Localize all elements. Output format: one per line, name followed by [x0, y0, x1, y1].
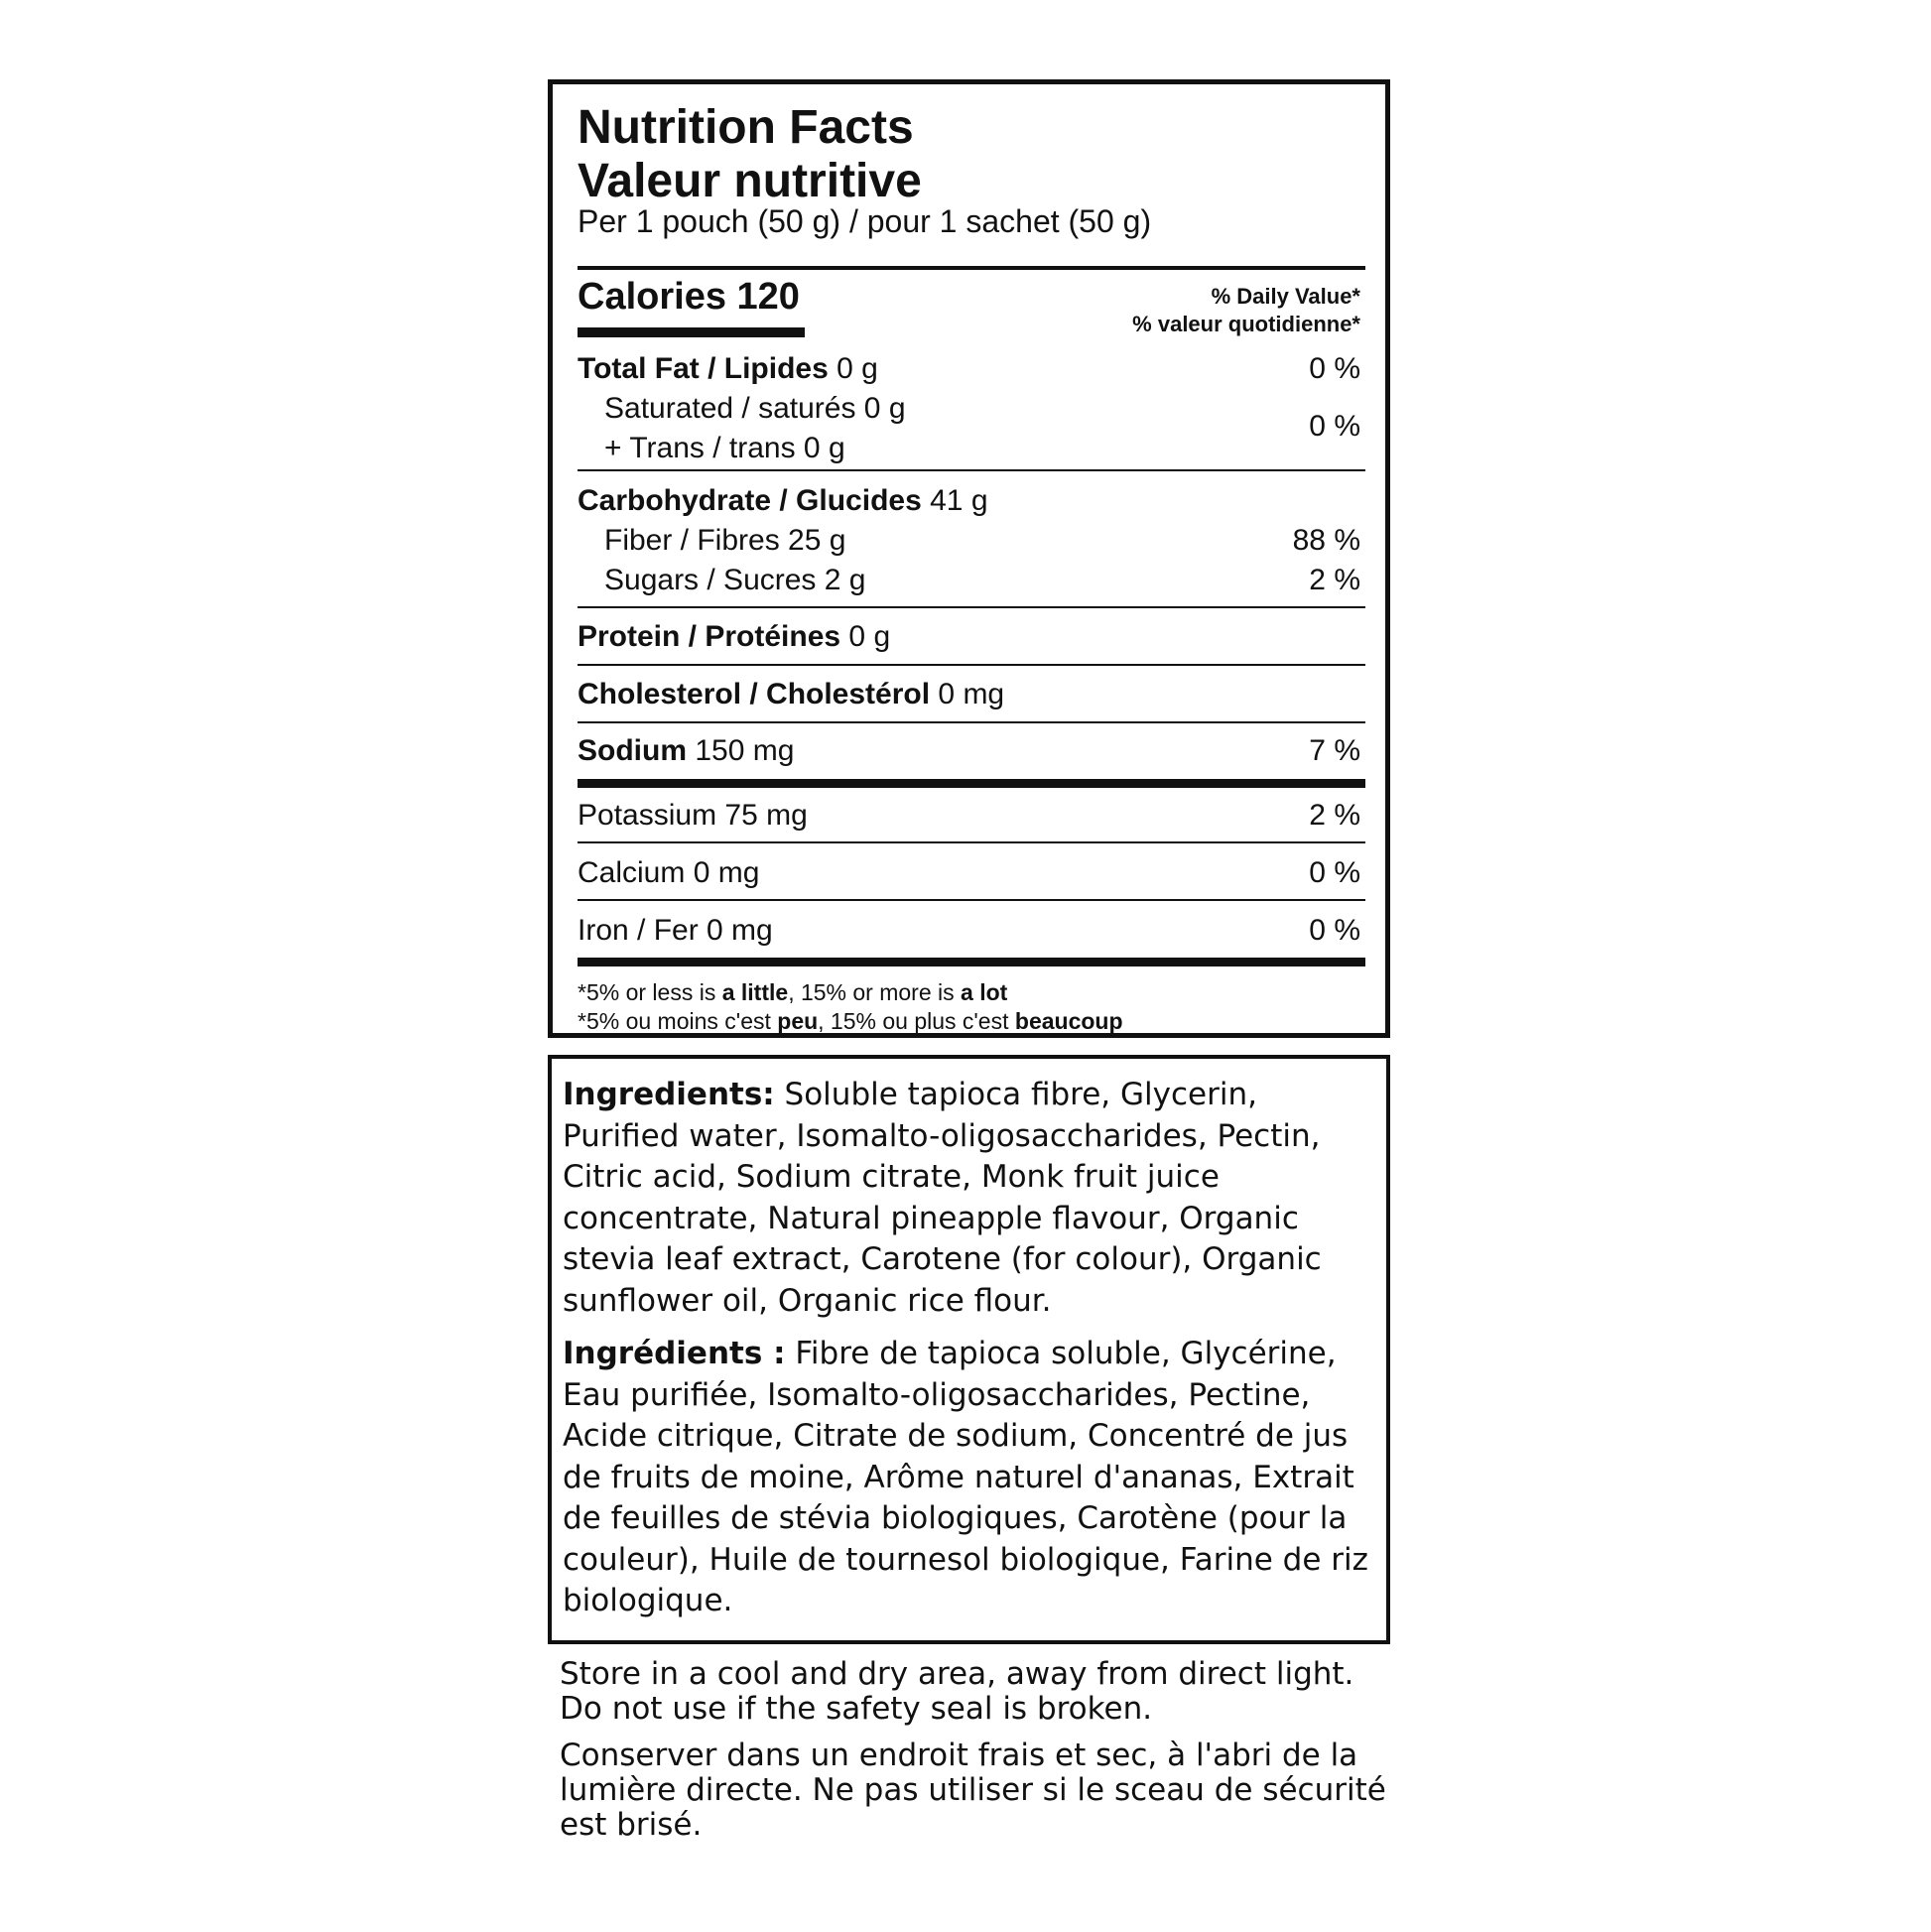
rule	[578, 721, 1365, 723]
dv-header-en: % Daily Value*	[1211, 284, 1360, 309]
rule-thick	[578, 779, 1365, 788]
ingredients-panel	[548, 1055, 1390, 1644]
ingredients-en	[563, 1075, 1380, 1322]
row-carbohydrate: Carbohydrate / Glucides 41 g	[578, 484, 988, 517]
row-protein: Protein / Protéines 0 g	[578, 620, 891, 653]
ingredients-fr	[563, 1334, 1380, 1622]
rule-top	[578, 266, 1365, 270]
footnote-fr: *5% ou moins c'est peu, 15% ou plus c'est beaucoup	[578, 1008, 1123, 1034]
rule	[578, 469, 1365, 471]
rule	[578, 606, 1365, 608]
ingredients-fr-text: Fibre de tapioca soluble, Glycérine, Eau purifiée, Isomalto-oligosaccharides, Pectine, Acide citrique, Citrate de sodium, Concentré de jus de fruits de moine, Arôme naturel d'ananas, Extrait de feuilles de stévia biologiques, Carotène (pour la couleur), Huile de tournesol biologique, Farine de riz biologique.	[563, 1336, 1368, 1618]
row-iron: Iron / Fer 0 mg	[578, 914, 773, 947]
row-total-fat: Total Fat / Lipides 0 g	[578, 352, 878, 385]
footnote-en: *5% or less is a little, 15% or more is a lot	[578, 979, 1008, 1005]
dv-sodium: 7 %	[1309, 734, 1360, 767]
nutrition-facts-panel	[548, 79, 1390, 1038]
row-trans: + Trans / trans 0 g	[604, 432, 845, 464]
dv-saturated-trans: 0 %	[1309, 410, 1360, 443]
row-fiber: Fiber / Fibres 25 g	[604, 524, 846, 557]
dv-iron: 0 %	[1309, 914, 1360, 947]
dv-sugars: 2 %	[1309, 564, 1360, 596]
calories: Calories 120	[578, 276, 800, 318]
dv-fiber: 88 %	[1292, 524, 1360, 557]
ingredients-fr-label: Ingrédients :	[563, 1336, 786, 1371]
row-calcium: Calcium 0 mg	[578, 856, 760, 889]
row-sodium: Sodium 150 mg	[578, 734, 795, 767]
dv-calcium: 0 %	[1309, 856, 1360, 889]
row-saturated: Saturated / saturés 0 g	[604, 392, 906, 425]
dv-header-fr: % valeur quotidienne*	[1132, 312, 1360, 336]
row-potassium: Potassium 75 mg	[578, 799, 808, 832]
row-sugars: Sugars / Sucres 2 g	[604, 564, 866, 596]
ingredients-en-text: Soluble tapioca fibre, Glycerin, Purified water, Isomalto-oligosaccharides, Pectin, Citric acid, Sodium citrate, Monk fruit juice concentrate, Natural pineapple flavour, Organic stevia leaf extract, Carotene (for colour), Organic sunflower oil, Organic rice flour.	[563, 1077, 1322, 1319]
storage-fr: Conserver dans un endroit frais et sec, à l'abri de la lumière directe. Ne pas utiliser si le sceau de sécurité est brisé.	[560, 1738, 1386, 1843]
dv-potassium: 2 %	[1309, 799, 1360, 832]
rule	[578, 841, 1365, 843]
rule	[578, 664, 1365, 666]
title-en: Nutrition Facts	[578, 101, 914, 154]
serving-size: Per 1 pouch (50 g) / pour 1 sachet (50 g)	[578, 203, 1152, 239]
calories-bar	[578, 327, 805, 337]
rule-thick	[578, 958, 1365, 966]
ingredients-en-label: Ingredients:	[563, 1077, 775, 1112]
storage-en: Store in a cool and dry area, away from direct light. Do not use if the safety seal is broken.	[560, 1656, 1354, 1727]
dv-total-fat: 0 %	[1309, 352, 1360, 385]
rule	[578, 899, 1365, 901]
title-fr: Valeur nutritive	[578, 155, 922, 207]
storage-instructions	[560, 1657, 1403, 1855]
row-cholesterol: Cholesterol / Cholestérol 0 mg	[578, 678, 1005, 710]
